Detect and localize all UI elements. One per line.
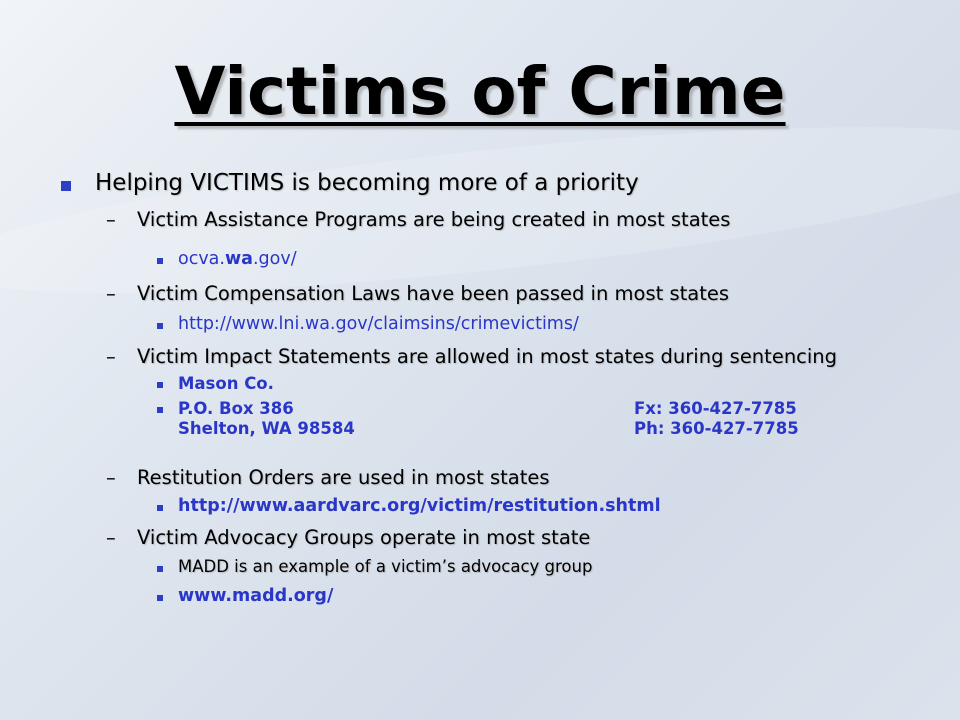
dash-bullet-icon: – xyxy=(106,526,116,549)
item-advocacy-groups: Victim Advocacy Groups operate in most state xyxy=(137,526,591,549)
square-bullet-icon xyxy=(157,382,163,388)
main-point: Helping VICTIMS is becoming more of a priority xyxy=(95,170,639,196)
address-line-2: Shelton, WA 98584 xyxy=(178,419,355,438)
item-restitution-orders: Restitution Orders are used in most states xyxy=(137,466,550,489)
dash-bullet-icon: – xyxy=(106,345,116,368)
square-bullet-icon xyxy=(157,566,163,572)
square-bullet-icon xyxy=(157,595,163,601)
dash-bullet-icon: – xyxy=(106,208,116,231)
link-ocva[interactable]: ocva.wa.gov/ xyxy=(178,249,297,269)
square-bullet-icon xyxy=(61,181,71,191)
link-madd[interactable]: www.madd.org/ xyxy=(178,586,334,606)
square-bullet-icon xyxy=(157,505,163,511)
square-bullet-icon xyxy=(157,258,163,264)
slide-title: Victims of Crime xyxy=(174,53,786,130)
link-aardvarc-restitution[interactable]: http://www.aardvarc.org/victim/restitution.shtml xyxy=(178,496,661,516)
madd-example-text: MADD is an example of a victim’s advocacy group xyxy=(178,557,593,576)
item-impact-statements: Victim Impact Statements are allowed in most states during sentencing xyxy=(137,345,838,368)
phone-number: Ph: 360-427-7785 xyxy=(634,419,799,438)
dash-bullet-icon: – xyxy=(106,466,116,489)
mason-co-label: Mason Co. xyxy=(178,374,274,393)
item-compensation-laws: Victim Compensation Laws have been passed in most states xyxy=(137,282,730,305)
item-assistance-programs: Victim Assistance Programs are being created in most states xyxy=(137,208,731,231)
dash-bullet-icon: – xyxy=(106,282,116,305)
link-lni-crimevictims[interactable]: http://www.lni.wa.gov/claimsins/crimevictims/ xyxy=(178,314,579,334)
square-bullet-icon xyxy=(157,323,163,329)
address-line-1: P.O. Box 386 xyxy=(178,399,294,418)
square-bullet-icon xyxy=(157,407,163,413)
fax-number: Fx: 360-427-7785 xyxy=(634,399,797,418)
